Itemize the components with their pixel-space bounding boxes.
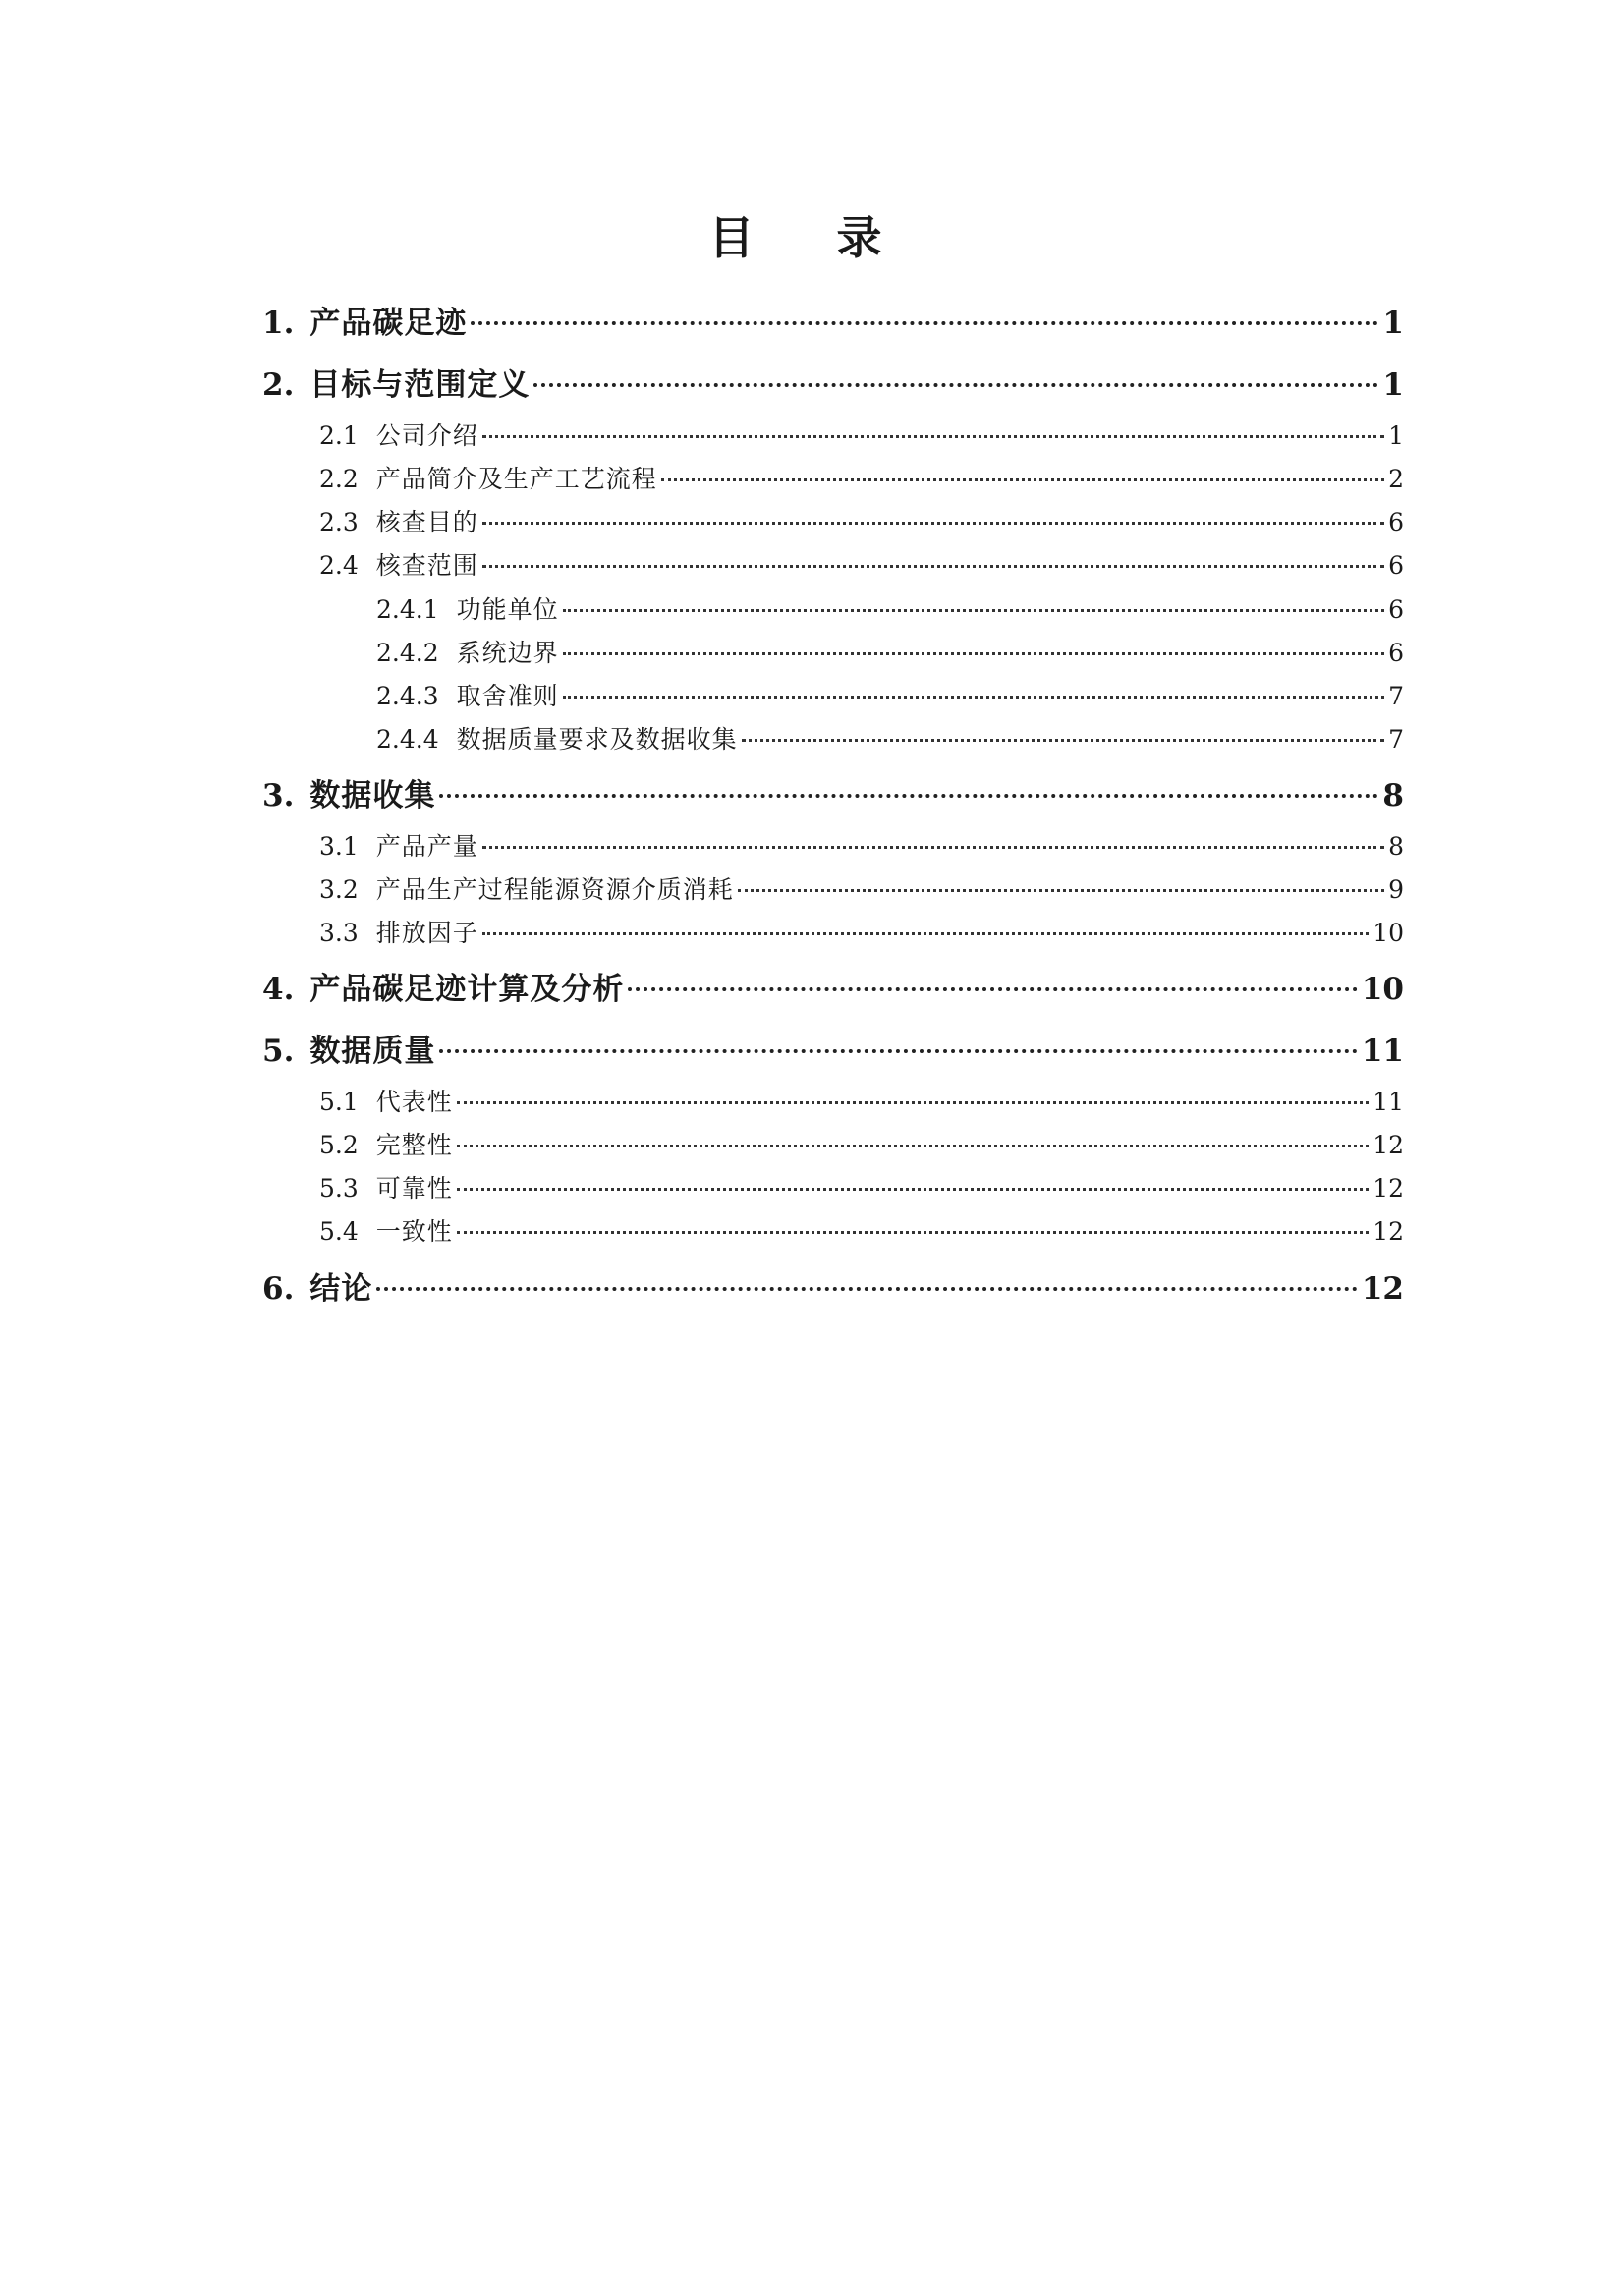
toc-entry[interactable] [376,592,1404,628]
toc-entry-number: 2.4.4 [376,725,439,754]
toc-entry-page-number: 9 [1388,875,1404,904]
toc-entry[interactable] [319,548,1404,584]
toc-entry-label: 排放因子 [375,919,478,947]
toc-dot-leader [457,1101,1369,1104]
toc-entry-label: 产品简介及生产工艺流程 [375,465,657,493]
toc-entry-label: 完整性 [375,1131,453,1159]
toc-entry[interactable] [262,968,1404,1011]
toc-entry-page-number: 1 [1382,367,1404,403]
toc-dot-leader [482,522,1384,525]
toc-dot-leader [563,609,1384,612]
toc-entry-label: 数据收集 [309,778,436,813]
toc-entry-number: 5.3 [319,1174,359,1203]
toc-dot-leader [376,1287,1357,1291]
toc-entry[interactable] [319,462,1404,497]
toc-entry-label: 产品碳足迹计算及分析 [309,972,625,1007]
toc-entry-label: 公司介绍 [375,421,478,450]
toc-dot-leader [563,652,1384,655]
toc-entry-label: 数据质量要求及数据收集 [456,725,738,754]
toc-dot-leader [439,1049,1357,1053]
toc-entry-number: 2. [262,367,295,403]
toc-dot-leader [439,794,1378,798]
toc-entry[interactable] [319,916,1404,951]
toc-entry[interactable] [262,364,1404,407]
toc-entry-page-number: 11 [1372,1088,1404,1116]
toc-dot-leader [482,435,1384,438]
toc-entry[interactable] [262,1030,1404,1073]
toc-dot-leader [457,1231,1369,1234]
toc-dot-leader [471,321,1378,325]
toc-dot-leader [628,987,1357,991]
toc-entry-label: 一致性 [375,1217,453,1246]
toc-entry-page-number: 12 [1372,1131,1404,1159]
toc-entry-label: 代表性 [375,1088,453,1116]
toc-entry[interactable] [319,1171,1404,1206]
toc-entry-page-number: 1 [1388,421,1404,450]
toc-entry-page-number: 12 [1372,1174,1404,1203]
toc-dot-leader [533,383,1378,387]
toc-entry-label: 产品产量 [375,832,478,861]
toc-entry-page-number: 7 [1388,725,1404,754]
toc-entry-label: 取舍准则 [456,682,559,710]
toc-entry-number: 5.2 [319,1131,359,1159]
toc-entry-number: 3.3 [319,919,359,947]
toc-entry[interactable] [319,419,1404,454]
toc-entry[interactable] [319,872,1404,908]
toc-entry[interactable] [376,679,1404,714]
toc-entry-label: 产品碳足迹 [309,306,468,341]
toc-entry-number: 2.1 [319,421,359,450]
toc-entry-number: 6. [262,1271,295,1307]
toc-entry-label: 核查范围 [375,551,478,580]
toc-entry[interactable] [319,1128,1404,1163]
toc-entry-number: 2.2 [319,465,359,493]
toc-entry[interactable] [262,302,1404,345]
toc-entry-page-number: 6 [1388,508,1404,536]
toc-entry[interactable] [376,722,1404,757]
toc-dot-leader [563,696,1384,699]
toc-entry-number: 1. [262,306,295,341]
toc-entry-number: 5. [262,1034,295,1069]
toc-entry-label: 可靠性 [375,1174,453,1203]
toc-entry-page-number: 8 [1382,778,1404,813]
toc-dot-leader [457,1188,1369,1191]
toc-entry[interactable] [319,1085,1404,1120]
toc-entry[interactable] [319,505,1404,540]
toc-entry-number: 2.3 [319,508,359,536]
toc-entry-page-number: 12 [1361,1271,1404,1307]
toc-entry[interactable] [319,829,1404,865]
toc-dot-leader [457,1145,1369,1148]
toc-title: 目 录 [708,211,916,264]
toc-entry-page-number: 12 [1372,1217,1404,1246]
toc-entry-number: 2.4 [319,551,359,580]
toc-entry[interactable] [262,1267,1404,1311]
toc-entry-number: 3.2 [319,875,359,904]
toc-entry-page-number: 10 [1372,919,1404,947]
toc-entry-label: 结论 [309,1271,373,1307]
toc-entry-label: 产品生产过程能源资源介质消耗 [375,875,734,904]
toc-entry-page-number: 8 [1388,832,1404,861]
toc-entry-label: 数据质量 [309,1034,436,1069]
toc-entry-label: 系统边界 [456,639,559,667]
toc-entry-number: 2.4.3 [376,682,439,710]
toc-dot-leader [482,932,1369,935]
toc-entry-label: 目标与范围定义 [309,367,531,403]
toc-entry-number: 2.4.2 [376,639,439,667]
toc-entry-number: 3. [262,778,295,813]
toc-entry-page-number: 1 [1382,306,1404,341]
toc-entry-number: 4. [262,972,295,1007]
toc-entry-page-number: 6 [1388,639,1404,667]
toc-dot-leader [482,565,1384,568]
toc-entry-number: 2.4.1 [376,595,439,624]
toc-entry-page-number: 6 [1388,595,1404,624]
toc-entry-label: 功能单位 [456,595,559,624]
toc-entry-page-number: 6 [1388,551,1404,580]
toc-entry-label: 核查目的 [375,508,478,536]
toc-entry-number: 5.4 [319,1217,359,1246]
toc-entry-page-number: 10 [1361,972,1404,1007]
toc-dot-leader [738,889,1384,892]
toc-entry-number: 5.1 [319,1088,359,1116]
toc-entry[interactable] [262,774,1404,817]
toc-entry-page-number: 11 [1361,1034,1404,1069]
toc-entry-page-number: 7 [1388,682,1404,710]
toc-entry[interactable] [376,636,1404,671]
toc-entry-page-number: 2 [1388,465,1404,493]
toc-entry-number: 3.1 [319,832,359,861]
toc-dot-leader [742,739,1384,742]
toc-dot-leader [661,478,1384,481]
toc-dot-leader [482,846,1384,849]
toc-entry[interactable] [319,1214,1404,1250]
